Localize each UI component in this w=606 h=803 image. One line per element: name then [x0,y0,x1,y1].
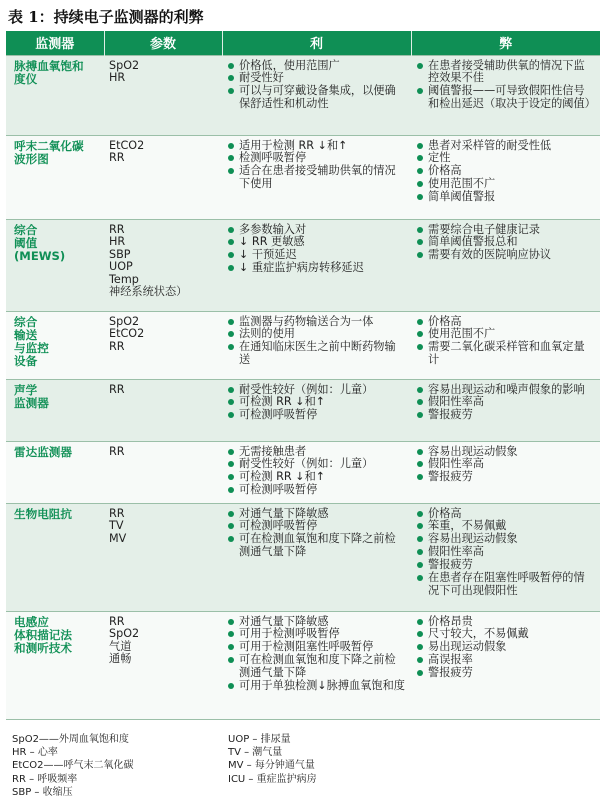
monitor-name-line: 输送 [14,327,38,342]
parameter-item: SpO2 [109,314,140,328]
column-header-monitor: 监测器 [6,31,104,55]
parameter-item: 通畅 [109,652,132,665]
pros-item: 可用于单独检测↓脉搏血氧饱和度 [227,680,406,693]
cons-list [416,508,595,598]
pros-item: 可用于检测呼吸暂停 [227,628,406,641]
monitor-name-line: 综合 [14,314,38,329]
pros-list [227,316,406,368]
legend-right [228,733,317,786]
parameter-item: HR [109,235,126,248]
cons-list [416,316,595,368]
monitor-name-line: (MEWS) [14,248,66,263]
pros-item: 可以与可穿戴设备集成，以便确保舒适性和机动性 [227,85,406,111]
pros-item: 可检测呼吸暂停 [227,409,406,422]
monitor-name-line: 波形图 [14,151,49,166]
pros-item: ↓ RR 更敏感 [227,236,406,249]
pros-list [227,140,406,192]
cons-item: 警报疲劳 [416,409,595,422]
parameter-list [104,503,222,611]
pros-list [227,508,406,560]
pros-list [227,446,406,498]
parameter-item: 气道 [109,639,132,653]
legend-entry: HR – 心率 [12,747,58,759]
parameter-item: 神经系统状态） [109,285,188,298]
parameter-item: RR [109,222,125,236]
pros-cell [222,441,411,503]
legend-entry: EtCO2——呼气末二氧化碳 [12,760,134,772]
cons-cell [411,441,600,503]
pros-list [227,60,406,112]
cons-item: 容易出现运动假象 [416,533,595,546]
table-header-row [6,31,600,55]
cons-item: 价格昂贵 [416,616,595,629]
legend-entry: SpO2——外周血氧饱和度 [12,734,129,745]
cons-item: 警报疲劳 [416,559,595,572]
cons-list [416,616,595,681]
cons-item: 假阳性率高 [416,396,595,409]
cons-item: 需要二氧化碳采样管和血氧定量计 [416,341,595,367]
cons-list [416,140,595,205]
cons-cell [411,311,600,379]
monitor-name [6,379,104,441]
cons-item: 尺寸较大，不易佩戴 [416,628,595,641]
pros-item: 可在检测血氧饱和度下降之前检测通气量下降 [227,533,406,559]
legend-entry: SBP – 收缩压 [12,786,73,798]
monitor-name-line: 生物电阻抗 [14,506,72,521]
parameter-item: SBP [109,247,131,261]
monitor-name-line: 监测器 [14,395,49,410]
cons-item: 需要综合电子健康记录 [416,224,595,237]
parameter-list [104,219,222,311]
parameter-item: UOP [109,260,133,273]
cons-cell [411,611,600,719]
table-row [6,55,600,135]
cons-item: 容易出现运动假象 [416,446,595,459]
pros-item: 法则的使用 [227,328,406,341]
cons-list [416,446,595,485]
monitor-name-line: 电感应 [14,614,49,629]
cons-cell [411,379,600,441]
pros-list [227,224,406,276]
legend-entry: UOP – 排尿量 [228,734,291,745]
pros-item: ↓ 干预延迟 [227,249,406,262]
column-header-pros: 利 [222,31,411,55]
monitor-name [6,55,104,135]
parameter-item: Temp [109,272,139,286]
cons-item: 在患者存在阻塞性呼吸暂停的情况下可出现假阳性 [416,572,595,598]
parameter-item: RR [109,444,125,458]
column-header-params: 参数 [104,31,222,55]
cons-list [416,224,595,263]
monitor-name [6,219,104,311]
pros-item: 可检测呼吸暂停 [227,520,406,533]
pros-cell [222,135,411,219]
monitor-name [6,135,104,219]
cons-cell [411,219,600,311]
cons-item: 价格高 [416,316,595,329]
cons-list [416,384,595,423]
pros-item: 监测器与药物输送合为一体 [227,316,406,329]
cons-item: 高误报率 [416,654,595,667]
cons-item: 简单阈值警报 [416,191,595,204]
cons-cell [411,503,600,611]
pros-cell [222,611,411,719]
cons-item: 易出现运动假象 [416,641,595,654]
parameter-item: RR [109,614,125,628]
parameter-item: SpO2 [109,58,140,72]
cons-item: 使用范围不广 [416,178,595,191]
cons-item: 在患者接受辅助供氧的情况下监控效果不佳 [416,60,595,86]
pros-item: 适用于检测 RR ↓和↑ [227,140,406,153]
cons-item: 阈值警报——可导致假阳性信号和检出延迟（取决于设定的阈值） [416,85,595,111]
monitor-name-line: 脉搏血氧饱和 [14,58,84,73]
pros-item: 对通气量下降敏感 [227,508,406,521]
pros-item: 检测呼吸暂停 [227,152,406,165]
cons-item: 笨重，不易佩戴 [416,520,595,533]
parameter-item: EtCO2 [109,327,145,340]
parameter-item: TV [109,519,124,532]
pros-cell [222,503,411,611]
pros-list [227,384,406,423]
legend-entry: ICU – 重症监护病房 [228,773,317,785]
legend-entry: RR – 呼吸频率 [12,773,78,785]
table-row [6,311,600,379]
parameter-list [104,311,222,379]
pros-item: 适合在患者接受辅助供氧的情况下使用 [227,165,406,191]
pros-item: 可用于检测阻塞性呼吸暂停 [227,641,406,654]
parameter-item: EtCO2 [109,138,145,152]
parameter-list [104,379,222,441]
parameter-item: RR [109,506,125,520]
column-header-cons: 弊 [411,31,600,55]
monitor-name-line: 呼末二氧化碳 [14,138,84,153]
pros-cell [222,311,411,379]
parameter-item: RR [109,382,125,396]
monitor-name-line: 设备 [14,353,38,368]
monitor-name [6,441,104,503]
parameter-list [104,135,222,219]
parameter-list [104,55,222,135]
table-row [6,135,600,219]
pros-item: 可检测呼吸暂停 [227,484,406,497]
pros-item: 价格低，使用范围广 [227,60,406,73]
monitor-name-line: 雷达监测器 [14,444,72,459]
pros-cell [222,379,411,441]
legend-entry: TV – 潮气量 [228,747,283,759]
cons-item: 假阳性率高 [416,546,595,559]
pros-item: 对通气量下降敏感 [227,616,406,629]
monitor-name [6,611,104,719]
table-row [6,219,600,311]
monitor-name-line: 体积描记法 [14,627,72,642]
cons-item: 假阳性率高 [416,458,595,471]
pros-item: 耐受性较好（例如：儿童） [227,458,406,471]
table-title: 表 1：持续电子监测器的利弊 [8,8,204,26]
cons-item: 患者对采样管的耐受性低 [416,140,595,153]
parameter-item: MV [109,531,127,545]
pros-item: 耐受性较好（例如：儿童） [227,384,406,397]
pros-cell [222,55,411,135]
cons-cell [411,135,600,219]
legend-left [12,733,133,799]
pros-item: 可检测 RR ↓和↑ [227,471,406,484]
table-row [6,441,600,503]
cons-item: 警报疲劳 [416,667,595,680]
parameter-list [104,441,222,503]
cons-item: 容易出现运动和噪声假象的影响 [416,384,595,397]
pros-item: ↓ 重症监护病房转移延迟 [227,262,406,275]
monitor-name-line: 声学 [14,382,38,397]
monitor-name-line: 阈值 [14,235,38,250]
monitor-name [6,503,104,611]
pros-item: 无需接触患者 [227,446,406,459]
monitor-table [6,31,600,720]
parameter-item: RR [109,151,125,164]
table-row [6,379,600,441]
table-body [6,55,600,719]
pros-item: 可在检测血氧饱和度下降之前检测通气量下降 [227,654,406,680]
cons-item: 需要有效的医院响应协议 [416,249,595,262]
cons-list [416,60,595,112]
cons-item: 简单阈值警报总和 [416,236,595,249]
pros-cell [222,219,411,311]
monitor-name-line: 与监控 [14,340,49,355]
parameter-list [104,611,222,719]
parameter-item: RR [109,339,125,353]
pros-list [227,616,406,693]
pros-item: 多参数输入对 [227,224,406,237]
cons-item: 价格高 [416,165,595,178]
monitor-name-line: 度仪 [14,71,38,86]
monitor-name [6,311,104,379]
monitor-name-line: 综合 [14,222,38,237]
cons-cell [411,55,600,135]
pros-item: 耐受性好 [227,72,406,85]
monitor-name-line: 和测听技术 [14,640,72,655]
parameter-item: SpO2 [109,627,140,640]
cons-item: 使用范围不广 [416,328,595,341]
pros-item: 在通知临床医生之前中断药物输送 [227,341,406,367]
parameter-item: HR [109,71,126,84]
legend-entry: MV – 每分钟通气量 [228,760,315,772]
cons-item: 警报疲劳 [416,471,595,484]
cons-item: 价格高 [416,508,595,521]
cons-item: 定性 [416,152,595,165]
table-row [6,611,600,719]
pros-item: 可检测 RR ↓和↑ [227,396,406,409]
table-row [6,503,600,611]
